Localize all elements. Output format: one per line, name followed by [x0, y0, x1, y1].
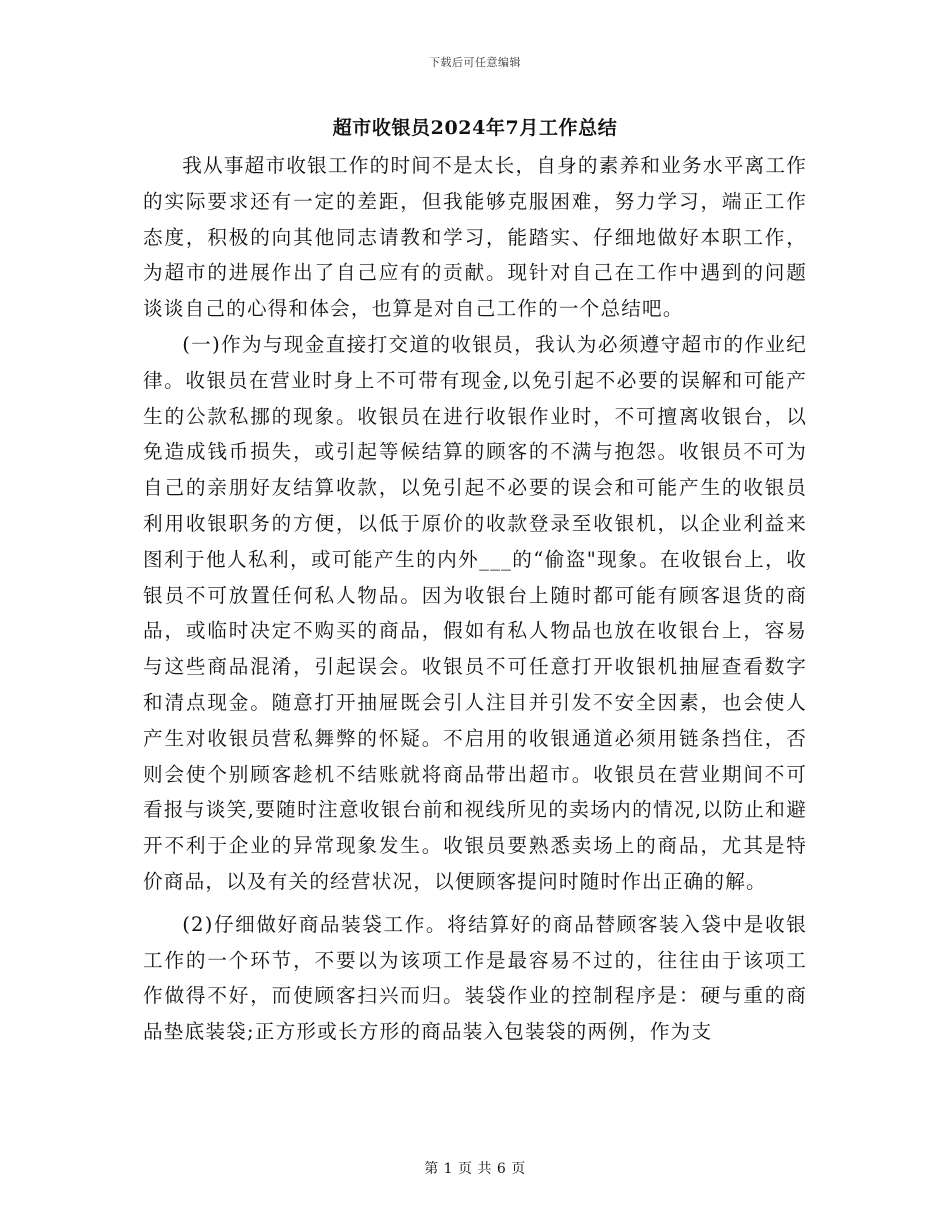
paragraph-section-two: (2)仔细做好商品装袋工作。将结算好的商品替顾客装入袋中是收银工作的一个环节，不要以为该项工作是最容易不过的，往往由于该项工作做得不好，而使顾客扫兴而归。装袋作业的控制程序是：硬与重的商品垫底装袋;正方形或长方形的商品装入包装袋的两例，作为支: [143, 912, 807, 1044]
page-header-note: 下载后可任意编辑: [429, 56, 521, 69]
page-number: 第 1 页 共 6 页: [424, 1161, 526, 1177]
paragraph-intro: 我从事超市收银工作的时间不是太长，自身的素养和业务水平离工作的实际要求还有一定的差距，但我能够克服困难，努力学习，端正工作态度，积极的向其他同志请教和学习，能踏实、仔细地做好本职工作，为超市的进展作出了自己应有的贡献。现针对自己在工作中遇到的问题谈谈自己的心得和体会，也算是对自己工作的一个总结吧。: [143, 154, 807, 321]
document-title: 超市收银员2024年7月工作总结: [332, 117, 618, 139]
paragraph-section-one: (一)作为与现金直接打交道的收银员，我认为必须遵守超市的作业纪律。收银员在营业时身上不可带有现金,以免引起不必要的误解和可能产生的公款私挪的现象。收银员在进行收银作业时，不可擅离收银台，以免造成钱币损失，或引起等候结算的顾客的不满与抱怨。收银员不可为自己的亲朋好友结算收款，以免引起不必要的误会和可能产生的收银员利用收银职务的方便，以低于原价的收款登录至收银机，以企业利益来图利于他人私利，或可能产生的内外___的“偷盗"现象。在收银台上，收银员不可放置任何私人物品。因为收银台上随时都可能有顾客退货的商品，或临时决定不购买的商品，假如有私人物品也放在收银台上，容易与这些商品混淆，引起误会。收银员不可任意打开收银机抽屉查看数字和清点现金。随意打开抽屉既会引人注目并引发不安全因素，也会使人产生对收银员营私舞弊的怀疑。不启用的收银通道必须用链条挡住，否则会使个别顾客趁机不结账就将商品带出超市。收银员在营业期间不可看报与谈笑,要随时注意收银台前和视线所见的卖场内的情况,以防止和避开不利于企业的异常现象发生。收银员要熟悉卖场上的商品，尤其是特价商品，以及有关的经营状况，以便顾客提问时随时作出正确的解。: [143, 332, 807, 893]
document-body: [143, 148, 807, 1050]
